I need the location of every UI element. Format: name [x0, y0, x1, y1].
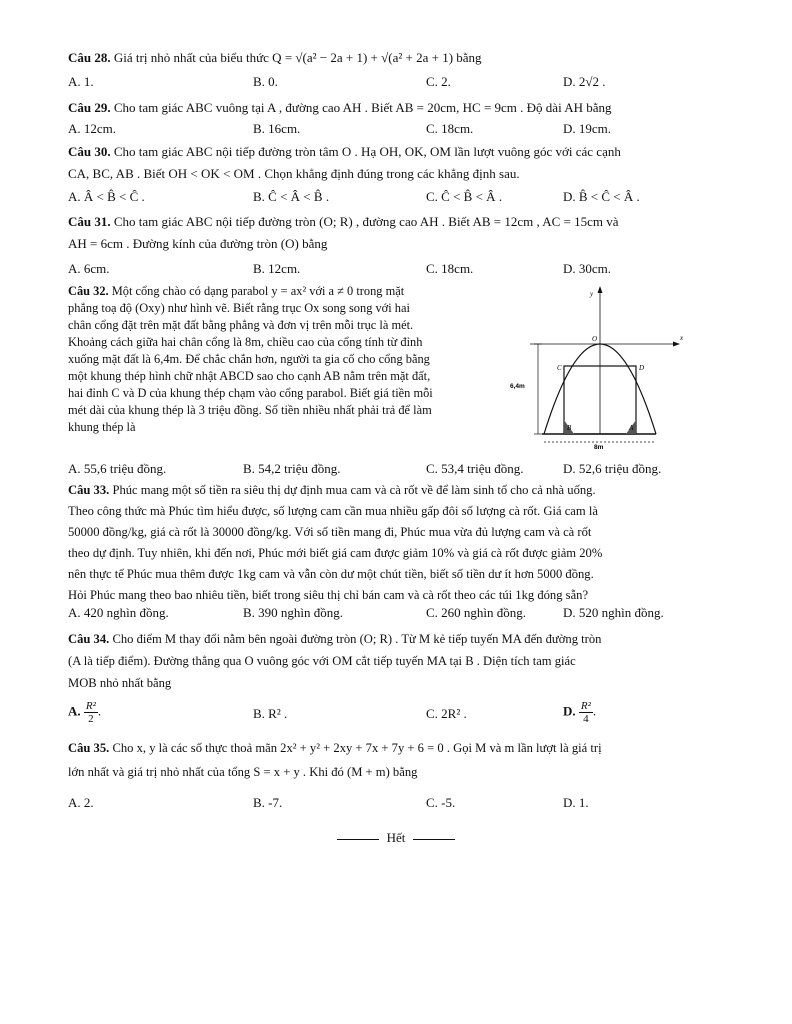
question-line-5: xuống mặt đất là 6,4m. Để chắc chắn hơn, người ta gia cố cho cổng bằng	[68, 352, 430, 366]
question-32	[68, 283, 506, 436]
option-b: B. Ĉ < Â < B̂ .	[253, 189, 330, 204]
option-a: A. 420 nghìn đồng.	[68, 605, 169, 620]
option-d: D. 2√2 .	[563, 74, 606, 89]
question-35	[68, 736, 728, 784]
option-d: D. 520 nghìn đồng.	[563, 605, 664, 620]
question-line-2: lớn nhất và giá trị nhỏ nhất của tổng S = x + y . Khi đó (M + m) bằng	[68, 765, 418, 779]
question-29-options	[68, 121, 728, 141]
question-34	[68, 628, 728, 694]
x-label: x	[680, 334, 684, 342]
end-line-right	[413, 839, 455, 840]
x-axis-arrow	[673, 342, 680, 347]
question-line-1: Một cổng chào có dạng parabol y = ax² với a ≠ 0 trong mặt	[111, 284, 405, 298]
fraction-numerator: R²	[580, 700, 591, 712]
question-line-9: khung thép là	[68, 420, 136, 434]
question-31	[68, 211, 728, 255]
option-b: B. 12cm.	[253, 261, 301, 276]
option-a: A. 12cm.	[68, 121, 117, 136]
question-label: Câu 30.	[68, 144, 111, 159]
question-line-4: Khoảng cách giữa hai chân cổng là 8m, chiều cao của cổng tính từ đỉnh	[68, 335, 423, 349]
option-c: C. 2.	[426, 74, 451, 89]
option-d: D. 1.	[563, 795, 589, 810]
question-label: Câu 29.	[68, 100, 111, 115]
question-line-3: 50000 đồng/kg, giá cà rốt là 30000 đồng/kg. Với số tiền mang đi, Phúc mua vừa đủ lượng cam và cà rốt	[68, 525, 592, 539]
question-line-1: Cho điểm M thay đổi nằm bên ngoài đường tròn (O; R) . Từ M kẻ tiếp tuyến MA đến đường tròn	[112, 632, 602, 646]
option-a-fraction	[84, 700, 98, 725]
question-30	[68, 141, 728, 185]
option-d: D. $\frac{\text{R²}}{4}$ .	[563, 700, 597, 725]
option-b: B. 0.	[253, 74, 278, 89]
question-line-1: Cho x, y là các số thực thoả mãn 2x² + y² + 2xy + 7x + 7y + 6 = 0 . Gọi M và m lần lượt là giá trị	[112, 741, 602, 755]
question-28-options	[68, 74, 728, 94]
question-text: Cho tam giác ABC vuông tại A , đường cao AH . Biết AB = 20cm, HC = 9cm . Độ dài AH bằng	[113, 100, 612, 115]
question-text-line-1: Cho tam giác ABC nội tiếp đường tròn (O; R) , đường cao AH . Biết AB = 12cm , AC = 15cm và	[113, 214, 619, 229]
question-line-3: chân cổng đặt trên mặt đất bằng phẳng và đơn vị trên mỗi trục là mét.	[68, 318, 414, 332]
option-c: C. 18cm.	[426, 121, 474, 136]
question-35-options	[68, 795, 728, 815]
option-b: B. 390 nghìn đồng.	[243, 605, 344, 620]
option-b: B. 16cm.	[253, 121, 301, 136]
question-line-2: phẳng toạ độ (Oxy) như hình vẽ. Biết rằng trục Ox song song với hai	[68, 301, 410, 315]
question-33	[68, 480, 728, 606]
question-text-line-1: Cho tam giác ABC nội tiếp đường tròn tâm O . Hạ OH, OK, OM lần lượt vuông góc với các cạnh	[113, 144, 621, 159]
option-a: A. $\frac{\text{R²}}{2}$ .	[68, 700, 102, 725]
option-d: D. 30cm.	[563, 261, 612, 276]
option-d: D. 52,6 triệu đồng.	[563, 461, 662, 476]
question-text-line-2: AH = 6cm . Đường kính của đường tròn (O) bằng	[68, 236, 328, 251]
option-a: A. 1.	[68, 74, 94, 89]
option-c: C. 2R² .	[426, 706, 467, 721]
option-b: B. 54,2 triệu đồng.	[243, 461, 341, 476]
option-c: C. -5.	[426, 795, 456, 810]
question-line-3: MOB nhỏ nhất bằng	[68, 676, 172, 690]
question-34-options	[68, 700, 728, 730]
fraction-numerator: R²	[85, 700, 96, 712]
width-label: 8m	[594, 444, 604, 449]
option-c: C. Ĉ < B̂ < Â .	[426, 189, 503, 204]
fraction-denominator: 2	[88, 713, 94, 725]
point-c-label: C	[557, 364, 562, 372]
question-28	[68, 47, 728, 69]
end-line-left	[337, 839, 379, 840]
option-d-letter: D.	[563, 703, 576, 719]
option-b: B. -7.	[253, 795, 283, 810]
option-d: D. B̂ < Ĉ < Â .	[563, 189, 640, 204]
point-a-label: A	[629, 424, 634, 432]
question-29	[68, 97, 728, 119]
question-line-6: Hỏi Phúc mang theo bao nhiêu tiền, biết trong siêu thị chỉ bán cam và cà rốt theo các túi 1kg đóng sẵn?	[68, 588, 589, 602]
end-text: Hết	[386, 830, 406, 845]
question-32-options	[68, 461, 728, 481]
question-line-6: một khung thép hình chữ nhật ABCD sao cho cạnh AB nằm trên mặt đất,	[68, 369, 431, 383]
fraction-denominator: 4	[583, 713, 589, 725]
question-line-1: Phúc mang một số tiền ra siêu thị dự định mua cam và cà rốt về để làm sinh tố cho cả nhà uống.	[112, 483, 596, 497]
question-text: Giá trị nhỏ nhất của biểu thức Q = √(a² − 2a + 1) + √(a² + 2a + 1) bằng	[113, 50, 482, 65]
option-b: B. R² .	[253, 706, 288, 721]
height-label: 6,4m	[510, 383, 525, 390]
option-c: C. 260 nghìn đồng.	[426, 605, 527, 620]
question-label: Câu 31.	[68, 214, 111, 229]
option-d: D. 19cm.	[563, 121, 612, 136]
question-line-2: Theo công thức mà Phúc tìm hiểu được, số lượng cam cần mua nhiều gấp đôi số lượng cà rốt. Giá cam là	[68, 504, 598, 518]
end-marker	[0, 830, 792, 846]
option-c: C. 18cm.	[426, 261, 474, 276]
option-a: A. 55,6 triệu đồng.	[68, 461, 167, 476]
option-a: A. 2.	[68, 795, 94, 810]
question-line-5: nên thực tế Phúc mua thêm được 1kg cam và vẫn còn dư một chút tiền, biết số tiền dư ít hơn 5000 đồng.	[68, 567, 594, 581]
y-label: y	[590, 290, 594, 298]
question-text-line-2: CA, BC, AB . Biết OH < OK < OM . Chọn khẳng định đúng trong các khẳng định sau.	[68, 166, 520, 181]
question-line-8: mét dài của khung thép là 3 triệu đồng. Số tiền nhiều nhất phải trả để làm	[68, 403, 432, 417]
question-label: Câu 28.	[68, 50, 111, 65]
option-a: A. Â < B̂ < Ĉ .	[68, 189, 145, 204]
question-label: Câu 33.	[68, 483, 110, 497]
option-a: A. 6cm.	[68, 261, 110, 276]
option-c: C. 53,4 triệu đồng.	[426, 461, 524, 476]
question-label: Câu 32.	[68, 284, 109, 298]
question-label: Câu 35.	[68, 741, 110, 755]
option-d-fraction	[579, 700, 593, 725]
origin-label: O	[592, 335, 598, 343]
question-line-7: hai đỉnh C và D của khung thép chạm vào cổng parabol. Biết giá tiền mỗi	[68, 386, 433, 400]
option-a-letter: A.	[68, 703, 81, 719]
point-d-label: D	[639, 364, 645, 372]
question-30-options	[68, 189, 728, 209]
parabola-gate-figure	[508, 284, 718, 449]
y-axis-arrow	[598, 286, 603, 293]
question-line-4: theo dự định. Tuy nhiên, khi đến nơi, Phúc mới biết giá cam được giảm 10% và giá cà rốt được giảm 20%	[68, 546, 603, 560]
question-line-2: (A là tiếp điểm). Đường thẳng qua O vuông góc với OM cắt tiếp tuyến MA tại B . Diện tích tam giác	[68, 654, 576, 668]
question-31-options	[68, 261, 728, 281]
question-33-options	[68, 605, 728, 625]
question-label: Câu 34.	[68, 632, 110, 646]
point-b-label: B	[567, 424, 572, 432]
